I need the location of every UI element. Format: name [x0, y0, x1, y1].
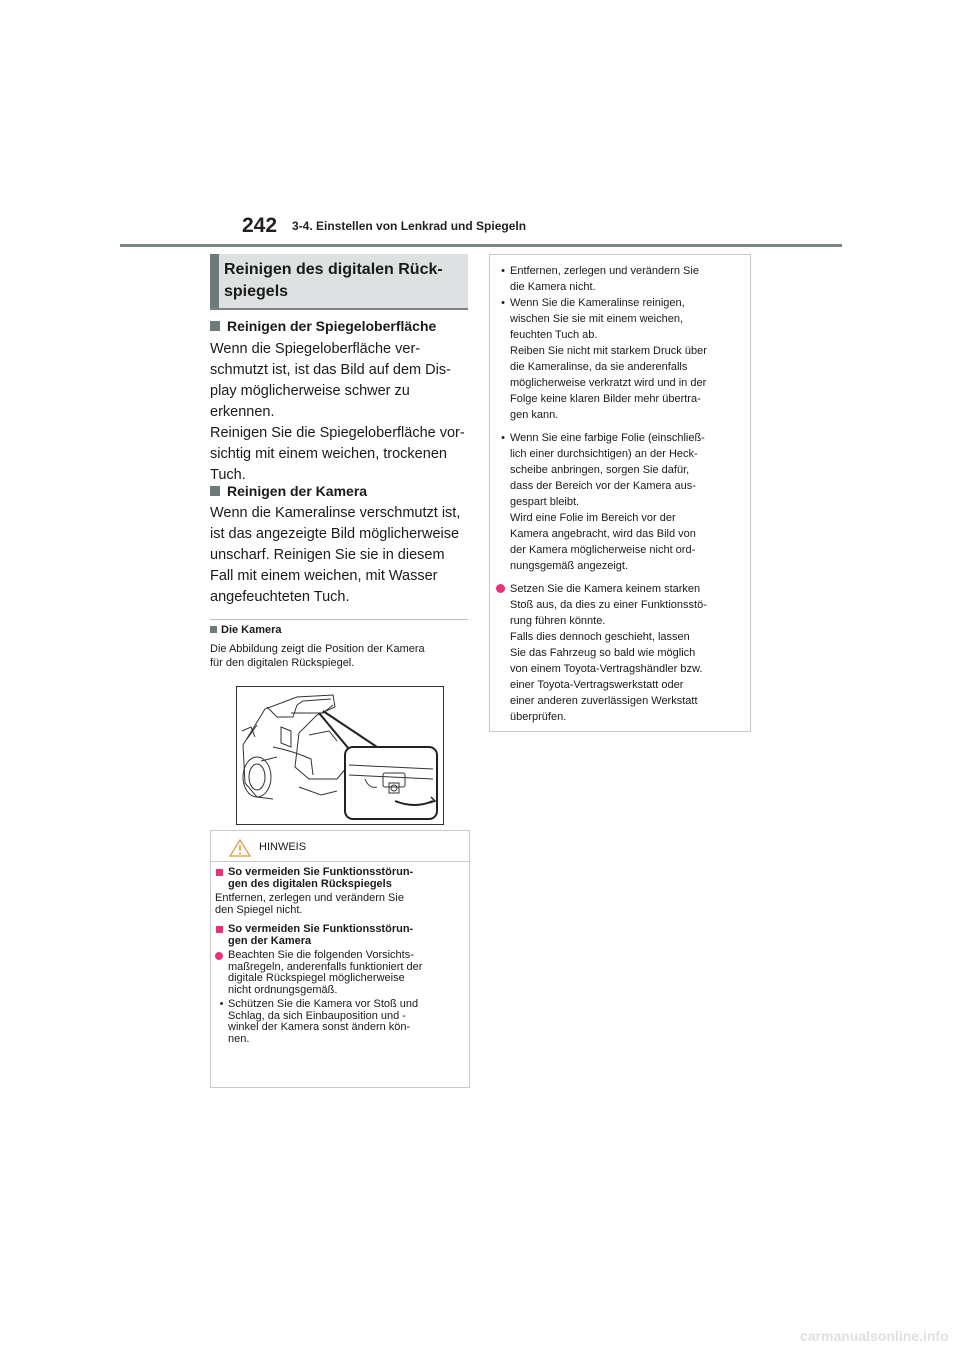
notice-mirror-text: Entfernen, zerlegen und verändern Sie den Spiegel nicht. [215, 892, 404, 916]
notice-label: HINWEIS [259, 841, 307, 853]
right-bullet-text: Wenn Sie eine farbige Folie (einschließ- lich einer durchsichtigen) an der Heck- scheibe anbringen, sorgen Sie dafür, dass der Bereich vor der Kamera aus- gespart bleibt. Wird eine Folie im Bereich vor der Kamera angebracht, wird das Bild von der Kamera möglicherweise nicht ord- nungsgemäß angezeigt. [510, 432, 705, 572]
section-heading-bar [210, 254, 219, 308]
notice-content [215, 867, 461, 1045]
notice-bullet-item [215, 999, 461, 1045]
square-bullet-icon [210, 321, 220, 331]
notice-box [210, 830, 470, 1088]
camera-position-illustration [236, 686, 444, 825]
right-bullet-text: Wenn Sie die Kameralinse reinigen, wischen Sie sie mit einem weichen, feuchten Tuch ab. Reiben Sie nicht mit starkem Druck über die Kameralinse, da sie anderenfalls möglicherweise verkratzt wird und in der Folge keine klaren Bilder mehr übertra- gen kann. [510, 297, 707, 421]
notice-heading-mirror [215, 867, 461, 890]
right-dot-item [496, 581, 742, 725]
warning-triangle-icon [229, 839, 251, 857]
camera-heading-label: Die Kamera [221, 624, 282, 636]
subheading-mirror-cleaning [210, 318, 436, 334]
notice-heading-camera-label: So vermeiden Sie Funktionsstörun- gen der Kamera [228, 923, 414, 947]
right-bullet-item [496, 295, 742, 423]
notice-continuation-box [489, 254, 751, 732]
notice-heading-camera [215, 924, 461, 947]
divider [210, 619, 468, 620]
section-title: Reinigen des digitalen Rück- spiegels [224, 261, 443, 300]
notice-bullet-item-text: Schützen Sie die Kamera vor Stoß und Schlag, da sich Einbauposition und - winkel der Kamera sonst ändern kön- nen. [228, 998, 419, 1045]
car-rear-drawing [237, 687, 443, 824]
dot-bullet-icon [496, 584, 505, 593]
subheading-camera-cleaning-label: Reinigen der Kamera [227, 483, 368, 499]
camera-heading [210, 624, 282, 636]
bullet-icon: • [501, 265, 505, 277]
bullet-icon: • [219, 998, 224, 1010]
camera-caption: Die Abbildung zeigt die Position der Kamera für den digitalen Rückspiegel. [210, 643, 425, 669]
square-bullet-icon [210, 626, 217, 633]
right-bullet-text: Entfernen, zerlegen und verändern Sie die Kamera nicht. [510, 265, 699, 293]
section-heading [210, 254, 468, 310]
bullet-icon: • [501, 297, 505, 309]
camera-cleaning-text: Wenn die Kameralinse verschmutzt ist, ist das angezeigte Bild möglicherweise unscharf. Reinigen Sie sie in diesem Fall mit einem weichen, mit Wasser angefeuchteten Tuch. [210, 505, 461, 605]
header-rule [120, 244, 842, 247]
notice-dot-item [215, 950, 461, 996]
chapter-title: 3-4. Einstellen von Lenkrad und Spiegeln [292, 219, 527, 233]
watermark: carmanualsonline.info [800, 1328, 949, 1344]
subheading-camera-cleaning [210, 483, 367, 499]
right-bullet-item [496, 430, 742, 574]
page-number: 242 [242, 214, 278, 237]
right-dot-text: Setzen Sie die Kamera keinem starken Stoß aus, da dies zu einer Funktionsstö- rung führen könnte. Falls dies dennoch geschieht, lassen Sie das Fahrzeug so bald wie möglich von einem Toyota-Vertragshändler bzw. einer Toyota-Vertragswerkstatt oder einer anderen zuverlässigen Werkstatt überprüfen. [510, 583, 707, 723]
notice-dot-item-text: Beachten Sie die folgenden Vorsichts- maßregeln, anderenfalls funktioniert der digitale Rückspiegel möglicherweise nicht ordnungsgemäß. [228, 949, 423, 996]
notice-header [211, 831, 469, 862]
dot-bullet-icon [215, 952, 223, 960]
right-bullet-item [496, 263, 742, 295]
notice-heading-mirror-label: So vermeiden Sie Funktionsstörun- gen des digitalen Rückspiegels [228, 866, 414, 890]
square-bullet-icon [216, 926, 223, 933]
square-bullet-icon [216, 869, 223, 876]
square-bullet-icon [210, 486, 220, 496]
bullet-icon: • [501, 432, 505, 444]
subheading-mirror-cleaning-label: Reinigen der Spiegeloberfläche [227, 318, 437, 334]
mirror-cleaning-text: Wenn die Spiegeloberfläche ver- schmutzt ist, ist das Bild auf dem Dis- play möglicherweise schwer zu erkennen. Reinigen Sie die Spiegeloberfläche vor- sichtig mit einem weichen, trockenen Tuch. [210, 341, 465, 483]
notice-continuation-content [496, 263, 742, 725]
